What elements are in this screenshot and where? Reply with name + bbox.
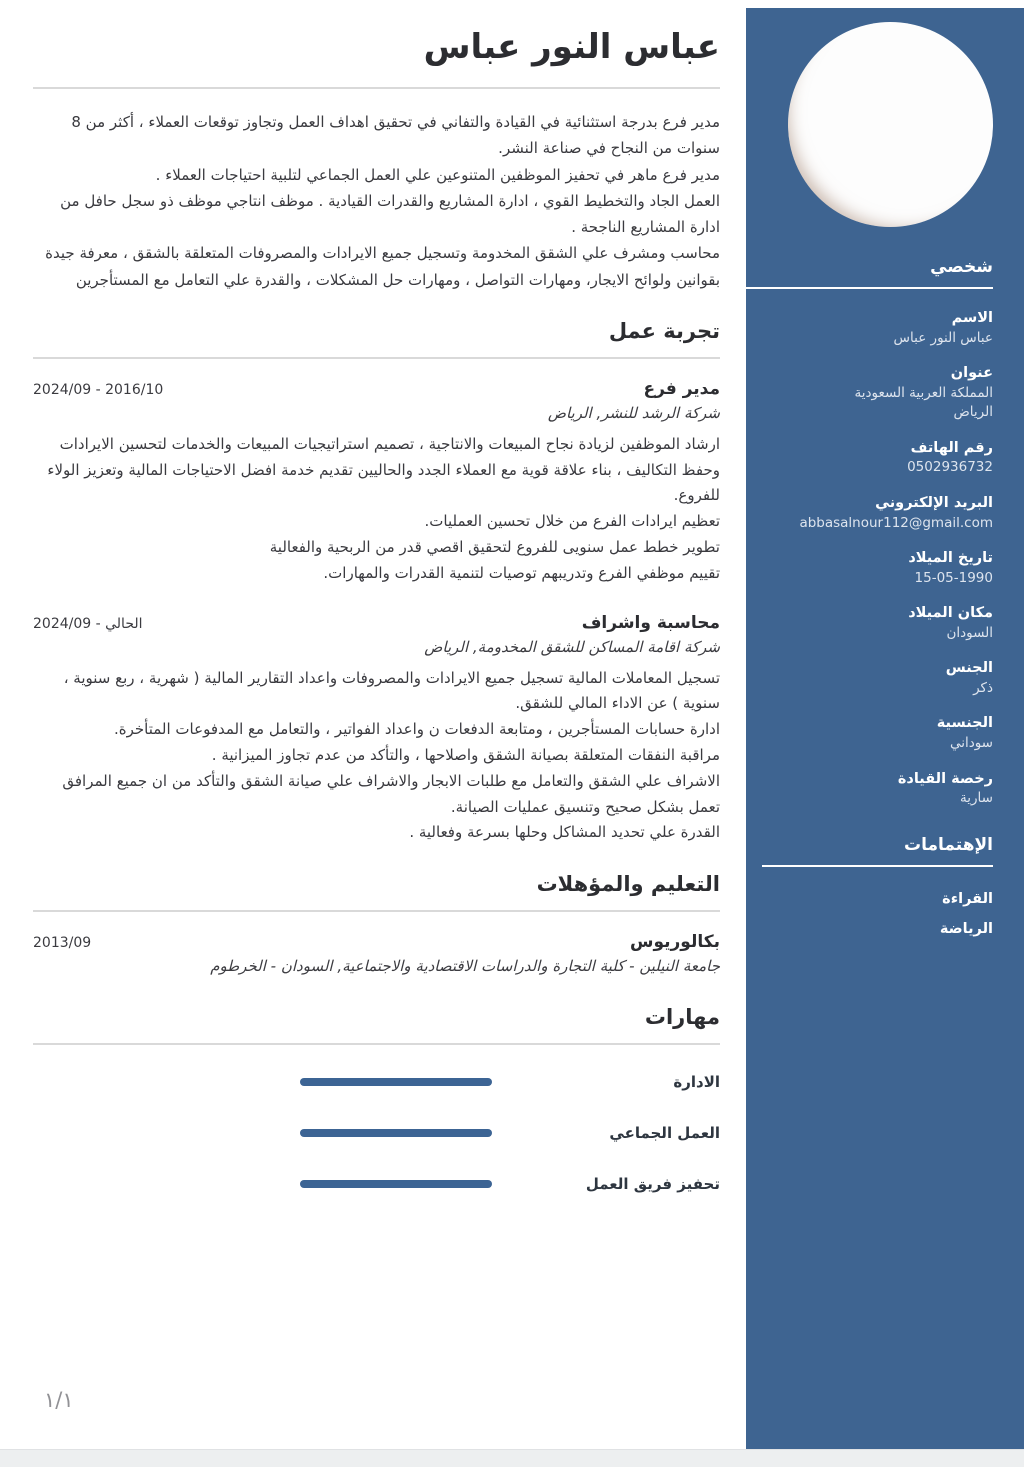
job-entry [33,613,720,847]
field-name [762,309,993,348]
field-value: 15-05-1990 [914,569,993,586]
institution: جامعة النيلين - كلية التجارة والدراسات الاقتصادية والاجتماعية, السودان - الخرطوم [210,957,720,976]
skill-label: الادارة [673,1073,720,1092]
field-value: 0502936732 [907,459,993,476]
field-value: عباس النور عباس [893,329,993,346]
duty-item: القدرة علي تحديد المشاكل وحلها بسرعة وفعالية . [409,823,720,842]
duty-item: تقييم موظفي الفرع وتدريبهم توصيات لتنمية القدرات والمهارات. [323,563,720,582]
personal-section-heading: شخصي [930,257,993,277]
experience-divider [33,357,720,359]
field-birth-place [762,604,993,643]
skill-level-bar [300,1180,492,1188]
summary-paragraph: مدير فرع ماهر في تحفيز الموظفين المتنوعين علي العمل الجماعي لتلبية احتياجات العملاء . [155,165,720,184]
field-address [762,364,993,423]
duty-item: ادارة حسابات المستأجرين ، ومتابعة الدفعات ن واعداد الفواتير ، والتعامل مع المدفوعات المتأخرة. [113,720,720,739]
skills-divider [33,1043,720,1045]
interests-section-heading: الإهتمامات [904,834,993,855]
job-header [33,379,720,399]
interest-item: القراءة [942,890,993,907]
job-duties [33,666,720,847]
duty-item: الاشراف علي الشقق والتعامل مع طلبات الابجار والاشراف علي صيانة الشقق والتأكد من ان جميع المرافق تعمل بشكل صحيح وتنسيق عمليات الصيانة. [62,771,720,816]
personal-divider [746,287,993,289]
job-entry [33,379,720,587]
field-label: مكان الميلاد [908,605,993,622]
education-section-heading: التعليم والمؤهلات [536,872,720,897]
degree-title: بكالوريوس [630,932,720,953]
experience-section-heading: تجربة عمل [608,318,720,343]
skill-row [33,1073,720,1091]
skill-row [33,1124,720,1142]
sidebar [746,8,1024,1449]
education-header [33,932,720,952]
page-bottom-edge [0,1449,1024,1467]
interests-section [762,835,993,937]
profile-photo [788,22,993,227]
field-value: السودان [946,624,993,641]
job-company: شركة الرشد للنشر, الرياض [547,403,720,422]
field-label: عنوان [950,365,993,382]
duty-item: تطوير خطط عمل سنويى للفروع لتحقيق اقصي قدر من الربحية والفعالية [269,538,720,557]
duty-item: ارشاد الموظفين لزيادة نجاح المبيعات والانتاجية ، تصميم استراتيجيات المبيعات والخدمات لتحسين الايرادات وحفظ التكاليف ، بناء علاقة قوية مع العملاء الجدد والحاليين تقديم خدمة افضل الاحتياجات المالية وتعزيز الولاء للفروع. [47,434,720,505]
job-header [33,613,720,633]
field-nationality [762,714,993,753]
page-title: عباس النور عباس [423,27,720,67]
title-divider [33,87,720,89]
summary-paragraph: العمل الجاد والتخطيط القوي ، ادارة المشاريع والقدرات القيادية . موظف انتاجي موظف ذو سجل حافل من ادارة المشاريع الناجحة . [60,191,720,237]
skill-label: تحفيز فريق العمل [585,1175,720,1194]
page-indicator: ١/١ [44,1388,74,1412]
field-label: البريد الإلكتروني [875,494,993,511]
field-value: الرياض [953,404,993,421]
summary-paragraph: مدير فرع بدرجة استثنائية في القيادة والتفاني في تحقيق اهداف العمل وتجاوز توقعات العملاء ، أكثر من 8 سنوات من النجاح في صناعة النشر. [71,113,720,158]
skill-row [33,1175,720,1193]
field-label: رخصة القيادة [897,770,993,787]
skill-level-bar [300,1129,492,1137]
interest-item: الرياضة [939,920,993,937]
field-value: abbasalnour112@gmail.com [799,514,993,531]
field-value: سارية [960,790,993,807]
field-label: تاريخ الميلاد [908,550,993,567]
field-gender [762,659,993,698]
skill-label: العمل الجماعي [609,1124,720,1143]
field-label: الجنسية [936,715,993,732]
field-value: ذكر [973,679,993,696]
job-duties [33,432,720,587]
summary-paragraph: محاسب ومشرف علي الشقق المخدومة وتسجيل جميع الايرادات والمصروفات المتعلقة بالشقق ، معرفة جيدة بقوانين ولوائح الايجار، ومهارات التواصل ، ومهارات حل المشكلات ، والقدرة علي التعامل مع المستأجرين [45,244,720,289]
skills-section-heading: مهارات [644,1005,720,1030]
field-label: رقم الهاتف [910,439,993,456]
field-value: المملكة العربية السعودية [854,384,993,401]
job-title: محاسبة واشراف [581,612,720,633]
interests-divider [762,865,993,867]
skill-level-bar [300,1078,492,1086]
job-dates: 2024/09 - الحالي [33,615,143,632]
duty-item: تعظيم ايرادات الفرع من خلال تحسين العمليات. [424,512,720,531]
field-label: الاسم [951,310,993,326]
duty-item: مراقبة النفقات المتعلقة بصيانة الشقق واصلاحها ، والتأكد من عدم تجاوز الميزانية . [211,746,720,765]
field-label: الجنس [945,660,993,677]
field-email [762,494,993,533]
education-divider [33,910,720,912]
field-birth-date [762,549,993,588]
degree-date: 2013/09 [33,935,92,952]
field-driving-license [762,770,993,809]
field-value: سوداني [949,735,993,751]
skills-section [33,1005,720,1193]
profile-summary [33,109,720,293]
field-phone [762,439,993,478]
duty-item: تسجيل المعاملات المالية تسجيل جميع الايرادات والمصروفات واعداد التقارير المالية ( شهرية ، ربع سنوية ، سنوية ) عن الاداء المالي للشقق. [63,668,720,713]
job-dates: 2024/09 - 2016/10 [33,381,164,398]
personal-fields [762,309,993,809]
education-entry [33,932,720,975]
job-company: شركة اقامة المساكن للشقق المخدومة, الرياض [424,637,720,656]
job-title: مدير فرع [643,378,720,399]
